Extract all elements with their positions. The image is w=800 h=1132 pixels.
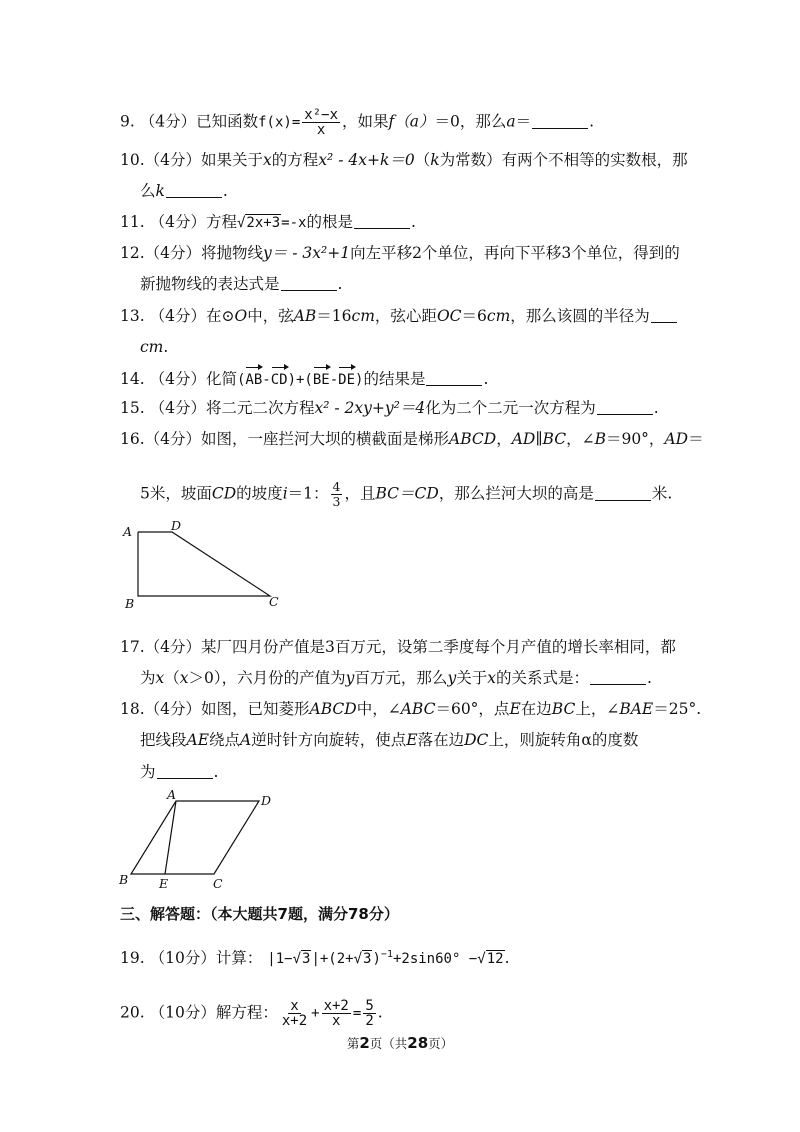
- question-score: （4分）: [144, 638, 202, 656]
- question-score: （10分）: [149, 949, 216, 967]
- slope-fraction: [331, 480, 343, 509]
- fraction-numerator: x²−x: [304, 107, 338, 123]
- math-var: E: [406, 731, 418, 749]
- question-end: .: [589, 112, 595, 131]
- expr-part: |1−: [267, 951, 293, 967]
- question-text: 新抛物线的表达式是: [140, 275, 280, 293]
- math-var: k: [155, 182, 165, 200]
- question-text: ，如果: [342, 112, 389, 131]
- expr-part: +2sin60° −: [392, 951, 478, 967]
- math-var: ABC: [400, 700, 436, 718]
- question-number: 12.: [120, 244, 145, 262]
- label-B: B: [125, 596, 135, 611]
- vector: AB: [245, 367, 262, 391]
- math-term: f（a）: [388, 112, 435, 131]
- question-text: 化为二个二元一次方程为: [425, 399, 596, 417]
- math-var: OC: [436, 307, 462, 325]
- section-heading: 三、解答题：（本大题共7题，满分78分）: [120, 905, 399, 923]
- question-number: 20.: [120, 1003, 145, 1022]
- answer-blank[interactable]: [354, 213, 410, 229]
- math-var: B: [594, 430, 606, 448]
- vector: CD: [271, 367, 288, 391]
- question-text: 向左平移2个单位，再向下平移3个单位，得到的: [350, 244, 680, 262]
- question-text: ＝60°，点: [435, 700, 510, 718]
- question-end: .: [213, 763, 219, 781]
- answer-blank[interactable]: [426, 370, 482, 386]
- function-fraction: [302, 108, 340, 137]
- question-text: ＝0，那么: [434, 112, 507, 131]
- question-score: （4分）: [149, 307, 206, 325]
- question-text: 的关系式是：: [495, 669, 589, 687]
- question-11: [120, 211, 416, 234]
- answer-blank[interactable]: [595, 485, 651, 501]
- answer-blank[interactable]: [532, 113, 588, 129]
- vector: BE: [313, 367, 330, 391]
- question-text: 为: [140, 669, 156, 687]
- question-text: 化简: [205, 370, 237, 388]
- label-D: D: [261, 793, 272, 808]
- footer-text: 第: [346, 1036, 360, 1051]
- function-lhs: f(x)=: [258, 114, 301, 131]
- segment-AE: [165, 801, 176, 874]
- question-score: （4分）: [144, 700, 202, 718]
- question-end: .: [483, 370, 489, 388]
- question-text: ，弦心距: [374, 307, 437, 325]
- question-text: ，那么该圆的半径为: [510, 307, 650, 325]
- question-text: 落在边: [417, 731, 465, 749]
- math-var: i: [282, 484, 288, 503]
- math-var: AD: [664, 430, 689, 448]
- question-text: 关于: [456, 669, 488, 687]
- question-text: ，: [496, 430, 512, 448]
- question-13-line2: [140, 336, 168, 358]
- math-var: AE: [186, 731, 210, 749]
- question-score: （4分）: [144, 430, 202, 448]
- question-12: [120, 242, 680, 264]
- expr-part: ): [372, 951, 381, 967]
- answer-blank[interactable]: [157, 763, 213, 779]
- question-text: 的结果是: [363, 370, 426, 388]
- question-10-line2: [140, 180, 228, 202]
- answer-blank[interactable]: [651, 307, 677, 323]
- question-text: ＝: [515, 112, 532, 131]
- question-text: 某厂四月份产值是3百万元，设第二季度每个月产值的增长率相同，都: [201, 638, 676, 656]
- fraction: [322, 999, 351, 1028]
- question-score: （10分）: [149, 1003, 216, 1022]
- question-end: .: [377, 1003, 383, 1022]
- page-footer: [0, 1034, 800, 1052]
- math-var: x: [263, 151, 272, 169]
- question-number: 15.: [120, 399, 145, 417]
- question-text: 将二元二次方程: [205, 399, 315, 417]
- question-number: 19.: [120, 949, 145, 967]
- radicand: 12: [486, 951, 504, 967]
- equation-rhs: =-x: [281, 215, 307, 231]
- fraction-numerator: x: [290, 998, 299, 1014]
- figure-18-rhombus: [115, 787, 285, 892]
- operator: +: [311, 1005, 320, 1022]
- question-text: 方程: [205, 213, 237, 231]
- question-end: .: [222, 182, 228, 200]
- question-17: [120, 636, 676, 658]
- question-text: 在⊙: [205, 307, 235, 325]
- fraction-denominator: x: [332, 1013, 341, 1029]
- calc-expression: $|1-√3|+(2+√3)^{-1}+2\sin 60^\circ -√12$: [267, 949, 504, 967]
- question-text: ＝1：: [287, 484, 329, 503]
- equation: x² ‐ 2xy+y²＝4: [314, 399, 426, 417]
- question-score: （4分）: [144, 244, 202, 262]
- figure-16-trapezoid: [115, 518, 295, 613]
- question-score: （4分）: [149, 370, 206, 388]
- question-text: 计算：: [215, 949, 263, 967]
- trapezoid-outline: [138, 532, 270, 596]
- question-text: ＝6: [461, 307, 487, 325]
- sqrt-sign: √: [236, 215, 246, 231]
- question-number: 11.: [120, 213, 145, 231]
- question-text: （: [164, 669, 180, 687]
- question-text: 在边: [520, 700, 552, 718]
- question-number: 18.: [120, 700, 145, 718]
- question-end: .: [163, 338, 169, 356]
- question-score: （4分）: [139, 112, 197, 131]
- math-var: DC: [464, 731, 489, 749]
- math-var: y: [447, 669, 457, 687]
- question-text: 如图，一座拦河大坝的横截面是梯形: [201, 430, 450, 448]
- operator: =: [352, 1005, 362, 1022]
- question-text: 中，∠: [356, 700, 401, 718]
- question-text: 上，∠: [575, 700, 620, 718]
- question-text: 将抛物线: [201, 244, 264, 262]
- question-score: （4分）: [149, 213, 206, 231]
- answer-blank[interactable]: [590, 669, 646, 685]
- question-score: （4分）: [149, 399, 206, 417]
- exponent: −1: [380, 949, 393, 960]
- question-text: ，那么拦河大坝的高是: [438, 484, 594, 503]
- question-18-line2: [140, 729, 638, 751]
- question-text: 么: [140, 182, 156, 200]
- equation: y＝ ‐ 3x²+1: [263, 244, 351, 262]
- question-text: 如果关于: [201, 151, 264, 169]
- question-score: （4分）: [144, 151, 202, 169]
- question-20: [120, 999, 383, 1028]
- question-text: 的方程: [271, 151, 319, 169]
- question-end: .: [410, 213, 416, 231]
- question-18-line3: [140, 761, 218, 783]
- question-text: ＝16: [316, 307, 352, 325]
- question-text: 5米，坡面: [140, 484, 212, 503]
- math-var: A: [240, 731, 252, 749]
- question-text: 为: [140, 763, 156, 781]
- math-unit: cm: [486, 307, 511, 325]
- vector-expression: (AB-CD)+(BE-DE): [237, 372, 363, 388]
- math-var: y: [345, 669, 355, 687]
- expr-part: |+(2+: [311, 951, 354, 967]
- question-text: 米.: [651, 484, 673, 503]
- label-D: D: [171, 518, 182, 533]
- page-total: 28: [407, 1034, 429, 1052]
- question-end: .: [646, 669, 652, 687]
- question-number: 13.: [120, 307, 145, 325]
- math-var: CD: [211, 484, 237, 503]
- fraction-denominator: x: [316, 122, 326, 138]
- answer-blank[interactable]: [166, 182, 222, 198]
- label-C: C: [213, 876, 223, 891]
- question-18: [120, 698, 701, 720]
- footer-text: 页）: [428, 1036, 454, 1051]
- label-A: A: [123, 524, 133, 539]
- question-number: 10.: [120, 151, 145, 169]
- label-C: C: [269, 594, 279, 609]
- fraction-denominator: 3: [332, 494, 341, 509]
- question-text: 的坡度: [236, 484, 283, 503]
- question-text: ＞0），六月份的产值为: [188, 669, 346, 687]
- question-text: 如图，已知菱形: [201, 700, 310, 718]
- math-var: ABCD: [309, 700, 357, 718]
- answer-blank[interactable]: [281, 275, 337, 291]
- answer-blank[interactable]: [597, 399, 653, 415]
- fraction-denominator: 2: [365, 1013, 374, 1029]
- radicand: 3: [302, 951, 311, 967]
- math-var: a: [506, 112, 516, 131]
- fraction-denominator: x+2: [281, 1013, 308, 1029]
- question-text: 逆时针方向旋转，使点: [251, 731, 407, 749]
- math-var: ABCD: [449, 430, 497, 448]
- question-text: 为常数）有两个不相等的实数根，那: [439, 151, 688, 169]
- question-16-line2: [140, 480, 672, 509]
- equation: x² ‐ 4x+k＝0: [318, 151, 415, 169]
- question-text: ＝90°，: [605, 430, 665, 448]
- math-var: O: [234, 307, 248, 325]
- question-end: .: [504, 949, 510, 967]
- fraction-numerator: 5: [365, 998, 374, 1014]
- question-12-line2: [140, 273, 342, 295]
- question-text: 把线段: [140, 731, 187, 749]
- page-number: 2: [359, 1034, 370, 1052]
- math-var: k: [430, 151, 440, 169]
- math-var: BC: [551, 700, 576, 718]
- fraction-numerator: x+2: [323, 998, 349, 1014]
- math-var: AD∥BC: [511, 430, 567, 448]
- question-text: 中，弦: [247, 307, 294, 325]
- label-B: B: [119, 872, 129, 887]
- question-19: [120, 947, 510, 970]
- vector: DE: [338, 367, 355, 391]
- math-var: AB: [293, 307, 317, 325]
- question-text: 百万元，那么: [354, 669, 448, 687]
- label-A: A: [167, 787, 177, 802]
- question-17-line2: [140, 667, 652, 689]
- question-16: [120, 428, 704, 450]
- math-var: x: [155, 669, 165, 687]
- question-text: 已知函数: [196, 112, 259, 131]
- fraction: [363, 999, 375, 1028]
- label-E: E: [159, 876, 169, 891]
- math-var: E: [509, 700, 521, 718]
- question-text: 绕点: [209, 731, 241, 749]
- radicand: 3: [363, 951, 372, 967]
- question-13: [120, 305, 678, 327]
- math-var: BC＝CD: [375, 484, 439, 503]
- question-text: 解方程：: [215, 1003, 278, 1022]
- math-unit: cm: [140, 338, 164, 356]
- question-number: 9.: [120, 112, 135, 131]
- question-end: .: [653, 399, 659, 417]
- math-var: BAE: [619, 700, 654, 718]
- question-15: [120, 397, 659, 419]
- question-text: ＝: [688, 430, 704, 448]
- fraction-numerator: 4: [332, 479, 341, 494]
- radicand: 2x+3: [246, 215, 281, 231]
- math-var: x: [487, 669, 496, 687]
- question-number: 17.: [120, 638, 145, 656]
- question-14: [120, 367, 488, 391]
- question-text: 上，则旋转角α的度数: [488, 731, 639, 749]
- math-var: x: [179, 669, 189, 687]
- math-unit: cm: [351, 307, 375, 325]
- question-text: ，且: [344, 484, 376, 503]
- fraction: [280, 999, 309, 1028]
- question-text: ＝25°.: [653, 700, 702, 718]
- question-text: 的根是: [306, 213, 353, 231]
- question-text: （: [414, 151, 431, 169]
- question-number: 14.: [120, 370, 145, 388]
- question-text: ，∠: [566, 430, 595, 448]
- question-end: .: [337, 275, 343, 293]
- question-number: 16.: [120, 430, 145, 448]
- footer-text: 页（共: [369, 1036, 408, 1051]
- question-9: [120, 108, 594, 137]
- rhombus-outline: [131, 801, 259, 874]
- question-10: [120, 149, 688, 171]
